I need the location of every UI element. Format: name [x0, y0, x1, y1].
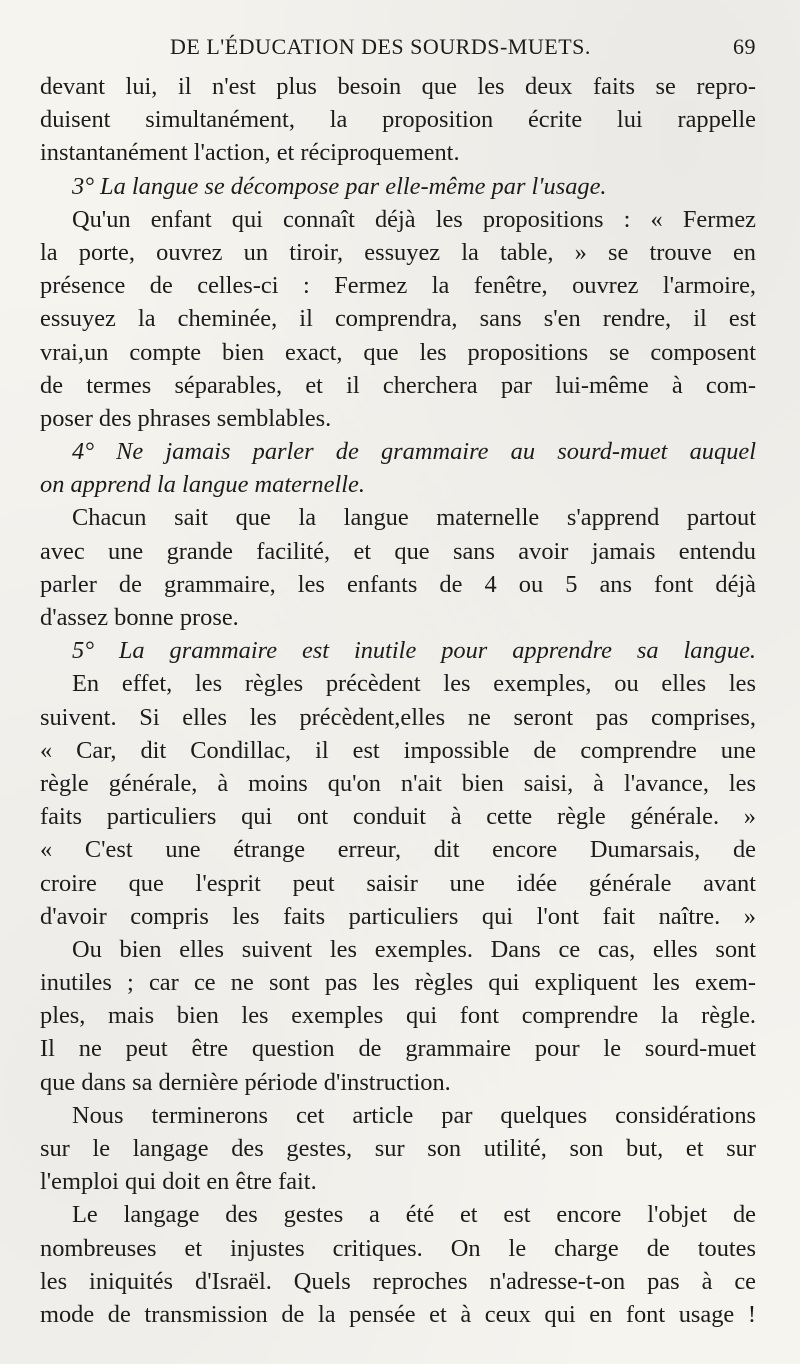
text-line: règle générale, à moins qu'on n'ait bien saisi, à l'avance, les — [40, 769, 756, 797]
text-line: présence de celles-ci : Fermez la fenêtre, ouvrez l'armoire, — [40, 272, 756, 300]
text-line: parler de grammaire, les enfants de 4 ou 5 ans font déjà — [40, 570, 756, 598]
text-line: de termes séparables, et il cherchera par lui-même à com- — [40, 371, 756, 399]
text-line: Chacun sait que la langue maternelle s'apprend partout — [72, 504, 756, 532]
text-line: poser des phrases semblables. — [40, 404, 332, 432]
text-line: « Car, dit Condillac, il est impossible de comprendre une — [40, 736, 756, 764]
text-line: essuyez la cheminée, il comprendra, sans s'en rendre, il est — [40, 305, 756, 333]
text-line: Le langage des gestes a été et est encore l'objet de — [72, 1201, 756, 1229]
text-line: inutiles ; car ce ne sont pas les règles qui expliquent les exem- — [40, 969, 756, 997]
text-line: Il ne peut être question de grammaire pour le sourd-muet — [40, 1035, 756, 1063]
text-line: d'avoir compris les faits particuliers qui l'ont fait naître. » — [40, 902, 756, 930]
text-line: croire que l'esprit peut saisir une idée générale avant — [40, 869, 756, 897]
text-line: 3° La langue se décompose par elle-même par l'usage. — [72, 172, 607, 200]
page-number: 69 — [733, 34, 756, 59]
text-line: que dans sa dernière période d'instruction. — [40, 1068, 451, 1096]
running-title: DE L'ÉDUCATION DES SOURDS-MUETS. — [170, 34, 591, 59]
text-line: 5° La grammaire est inutile pour apprendre sa langue. — [72, 637, 756, 665]
text-line: duisent simultanément, la proposition écrite lui rappelle — [40, 106, 756, 134]
text-line: on apprend la langue maternelle. — [40, 471, 365, 499]
text-line: nombreuses et injustes critiques. On le charge de toutes — [40, 1234, 756, 1262]
text-line: vrai,un compte bien exact, que les propositions se composent — [40, 338, 756, 366]
text-line: sur le langage des gestes, sur son utilité, son but, et sur — [40, 1135, 756, 1162]
text-line: 4° Ne jamais parler de grammaire au sourd-muet auquel — [72, 438, 756, 466]
text-line: faits particuliers qui ont conduit à cette règle générale. » — [40, 803, 756, 831]
text-line: mode de transmission de la pensée et à ceux qui en font usage ! — [40, 1300, 756, 1328]
text-line: d'assez bonne prose. — [40, 604, 239, 631]
page-header — [40, 30, 756, 70]
text-line: avec une grande facilité, et que sans avoir jamais entendu — [40, 537, 756, 565]
text-line: Nous terminerons cet article par quelques considérations — [72, 1101, 756, 1129]
body-text — [40, 70, 756, 1331]
text-line: la porte, ouvrez un tiroir, essuyez la table, » se trouve en — [40, 238, 756, 266]
text-line: Ou bien elles suivent les exemples. Dans ce cas, elles sont — [72, 935, 756, 963]
text-line: ples, mais bien les exemples qui font comprendre la règle. — [40, 1002, 756, 1030]
text-line: Qu'un enfant qui connaît déjà les propositions : « Fermez — [72, 205, 756, 233]
text-line: l'emploi qui doit en être fait. — [40, 1168, 317, 1196]
text-line: instantanément l'action, et réciproquement. — [40, 139, 460, 167]
text-line: devant lui, il n'est plus besoin que les deux faits se repro- — [40, 73, 756, 100]
text-line: suivent. Si elles les précèdent,elles ne seront pas comprises, — [40, 703, 756, 731]
text-line: « C'est une étrange erreur, dit encore Dumarsais, de — [40, 836, 756, 864]
text-line: les iniquités d'Israël. Quels reproches n'adresse-t-on pas à ce — [40, 1267, 756, 1295]
text-line: En effet, les règles précèdent les exemples, ou elles les — [72, 670, 756, 698]
